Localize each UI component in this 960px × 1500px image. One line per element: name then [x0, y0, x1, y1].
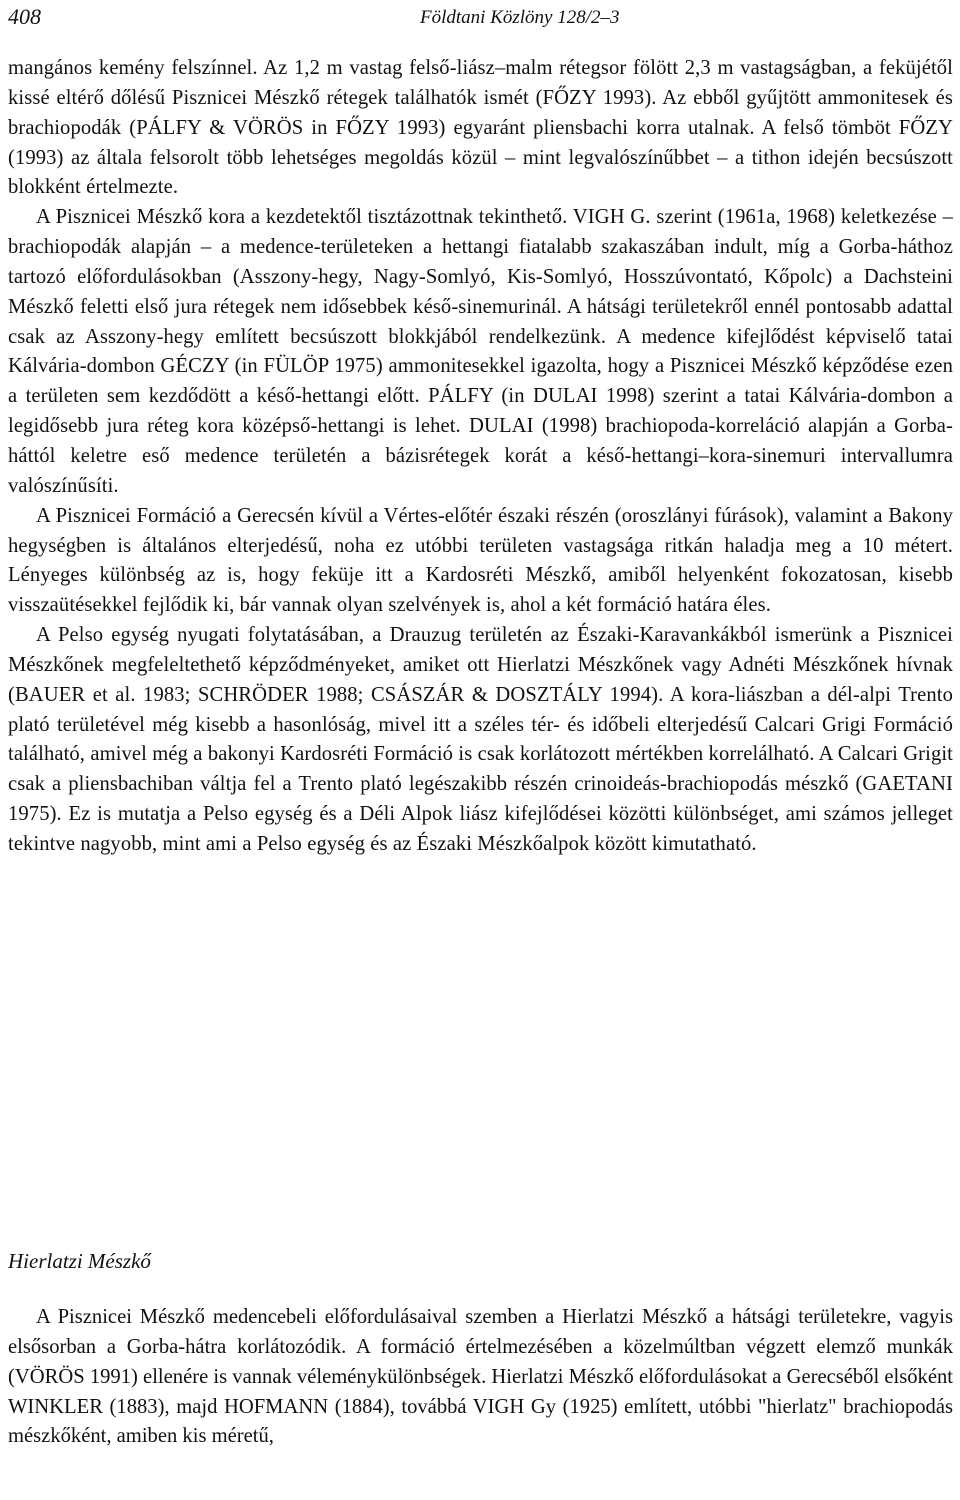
paragraph: A Pisznicei Formáció a Gerecsén kívül a Vértes-előtér északi részén (oroszlányi fúrások), valamint a Bakony hegységben is általános elterjedésű, noha ez utóbbi területen vastagsága ritkán haladja meg a 10 métert. Lényeges különbség az is, hogy feküje itt a Kardosréti Mészkő, amiből helyenként fokozatosan, kisebb visszaütésekkel fejlődik ki, bár vannak olyan szelvények is, ahol a két formáció határa éles.: [8, 504, 953, 617]
journal-title: Földtani Közlöny 128/2–3: [420, 7, 620, 28]
paragraph: A Pelso egység nyugati folytatásában, a Drauzug területén az Északi-Karavankákból ismerünk a Pisznicei Mészkőnek megfeleltethető képződményeket, amiket ott Hierlatzi Mészkőnek vagy Adnéti Mészkőnek hívnak (BAUER et al. 1983; SCHRÖDER 1988; CSÁSZÁR & DOSZTÁLY 1994). A kora-liászban a dél-alpi Trento plató területével még kisebb a hasonlóság, mivel itt a széles tér- és időbeli elterjedésű Calcari Grigi Formáció található, amivel még a bakonyi Kardosréti Formáció is csak korlátozott mértékben korrelálható. A Calcari Grigit csak a pliensbachiban váltja fel a Trento plató legészakibb részén crinoideás-brachiopodás mészkő (GAETANI 1975). Ez is mutatja a Pelso egység és a Déli Alpok liász kifejlődései közötti különbséget, ami számos jelleget tekintve nagyobb, mint ami a Pelso egység és az Északi Mészkőalpok között kimutatható.: [8, 624, 953, 855]
section-heading: Hierlatzi Mészkő: [8, 1249, 151, 1273]
page-header: [8, 4, 953, 32]
paragraph: mangános kemény felszínnel. Az 1,2 m vastag felső-liász–malm rétegsor fölött 2,3 m vastagságban, a feküjétől kissé eltérő dőlésű Pisznicei Mészkő rétegek találhatók ismét (FŐZY 1993). Az ebből gyűjtött ammonitesek és brachiopodák (PÁLFY & VÖRÖS in FŐZY 1993) egyaránt pliensbachi korra utalnak. A felső tömböt FŐZY (1993) az általa felsorolt több lehetséges megoldás közül – mint legvalószínűbbet – a tithon idején becsúszott blokként értelmezte.: [8, 57, 953, 199]
document-page: [8, 0, 953, 1500]
body-text: [8, 54, 953, 860]
paragraph: A Pisznicei Mészkő medencebeli előfordulásaival szemben a Hierlatzi Mészkő a hátsági területekre, vagyis elsősorban a Gorba-hátra korlátozódik. A formáció értelmezésében a közelmúltban végzett elemző munkák (VÖRÖS 1991) ellenére is vannak véleménykülönbségek. Hierlatzi Mészkő előfordulásokat a Gerecséből elsőként WINKLER (1883), majd HOFMANN (1884), továbbá VIGH Gy (1925) említett, utóbbi "hierlatz" brachiopodás mészkőként, amiben kis méretű,: [8, 1306, 953, 1448]
section-text: [8, 1303, 953, 1452]
paragraph: A Pisznicei Mészkő kora a kezdetektől tisztázottnak tekinthető. VIGH G. szerint (1961a, 1968) keletkezése – brachiopodák alapján – a medence-területeken a hettangi fiatalabb szakaszában indult, míg a Gorba-háthoz tartozó előfordulásokban (Asszony-hegy, Nagy-Somlyó, Kis-Somlyó, Hosszúvontató, Kőpolc) a Dachsteini Mészkő feletti első jura rétegek nem idősebbek késő-sinemurinál. A hátsági területekről ennél pontosabb adattal csak az Asszony-hegy említett becsúszott blokkjából rendelkezünk. A medence kifejlődést képviselő tatai Kálvária-dombon GÉCZY (in FÜLÖP 1975) ammonitesekkel igazolta, hogy a Pisznicei Mészkő képződése ezen a területen sem kezdődött a késő-hettangi előtt. PÁLFY (in DULAI 1998) szerint a tatai Kálvária-dombon a legidősebb jura réteg kora középső-hettangi is lehet. DULAI (1998) brachiopoda-korreláció alapján a Gorba-háttól keletre eső medence területén a bázisrétegek korát a késő-hettangi–kora-sinemuri intervallumra valószínűsíti.: [8, 206, 953, 497]
page-number: 408: [8, 4, 41, 29]
